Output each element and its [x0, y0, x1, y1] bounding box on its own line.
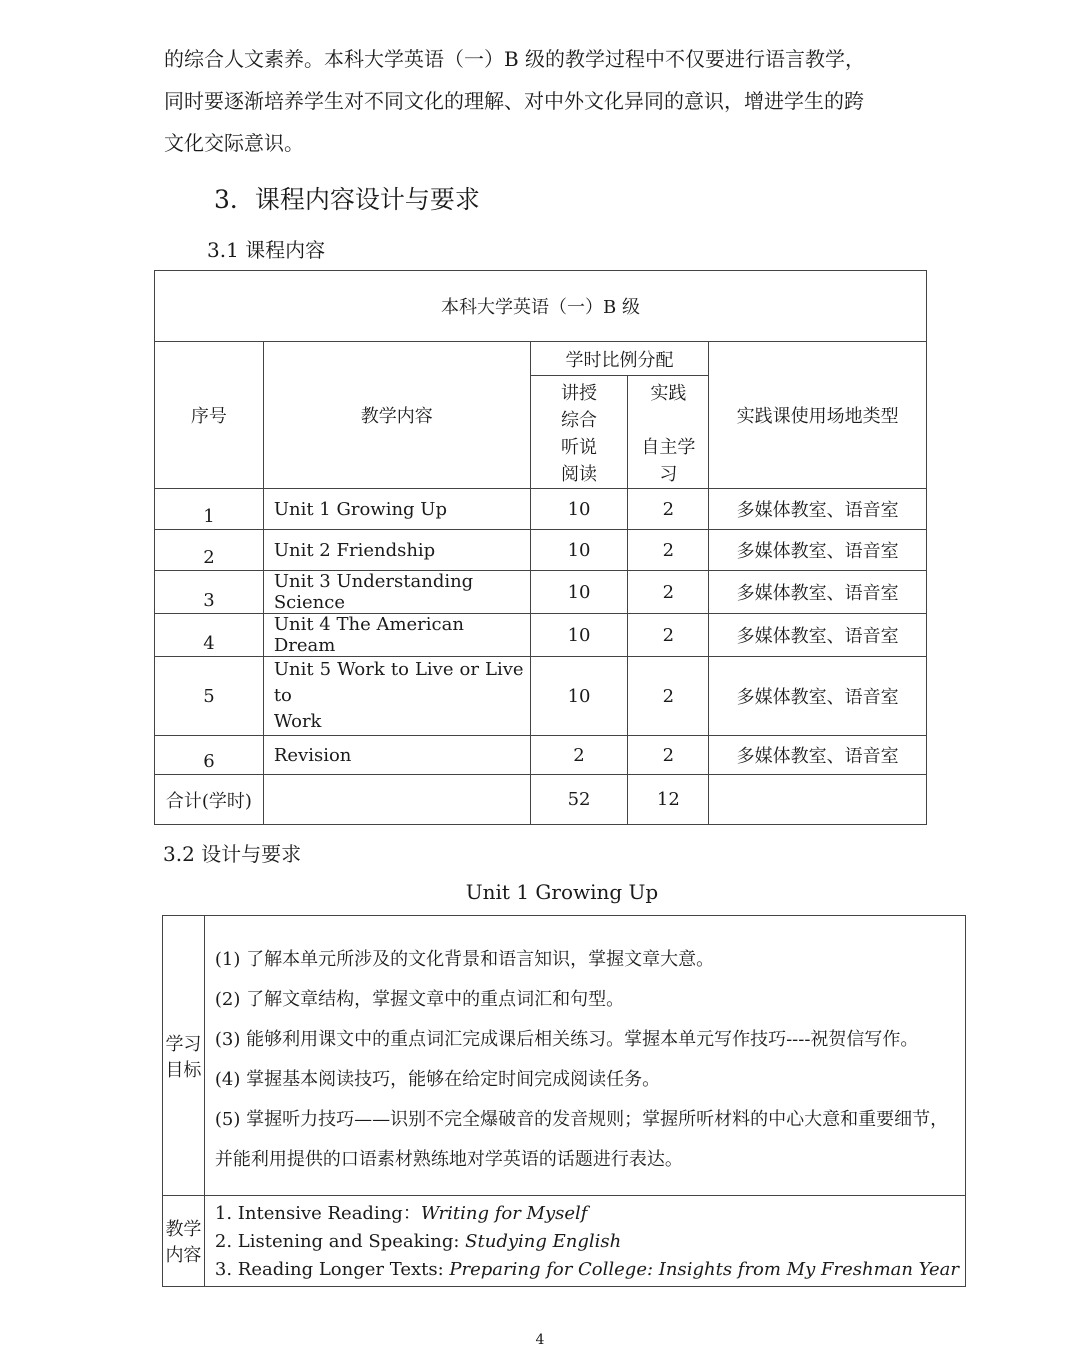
row-content: Unit 4 The American Dream: [263, 614, 530, 657]
row-venue: 多媒体教室、语音室: [709, 571, 927, 614]
intro-paragraph: [164, 38, 934, 164]
total-label: 合计(学时): [155, 775, 264, 825]
unit-1-table: [162, 915, 966, 1287]
intro-line-2: 同时要逐渐培养学生对不同文化的理解、对中外文化异同的意识，增进学生的跨: [164, 89, 864, 113]
table-row: [155, 571, 927, 614]
row-lecture-hours: 10: [530, 489, 628, 530]
table-total-row: [155, 775, 927, 825]
row-lecture-hours: 10: [530, 657, 628, 736]
row-practice-hours: 2: [628, 489, 709, 530]
table-row: [155, 489, 927, 530]
table-row: [155, 736, 927, 775]
row-venue: 多媒体教室、语音室: [709, 530, 927, 571]
table-row: [155, 657, 927, 736]
row-seq: 4: [155, 614, 264, 657]
table-title: 本科大学英语（一）B 级: [155, 271, 927, 342]
total-lecture-hours: 52: [530, 775, 628, 825]
goal-item: (4) 掌握基本阅读技巧，能够在给定时间完成阅读任务。: [214, 1068, 661, 1090]
content-item-prefix: 1. Intensive Reading：: [214, 1203, 421, 1224]
header-hours-alloc: 学时比例分配: [530, 342, 709, 376]
row-seq: 3: [155, 571, 264, 614]
row-practice-hours: 2: [628, 657, 709, 736]
content-item-prefix: 2. Listening and Speaking:: [214, 1231, 466, 1252]
unit-1-title: Unit 1 Growing Up: [465, 880, 659, 904]
row-content: [263, 657, 530, 736]
row-seq: 5: [155, 657, 264, 736]
content-label: 教学内容: [163, 1196, 205, 1287]
content-item: [215, 1228, 959, 1256]
content-item: [215, 1200, 959, 1228]
table-row: [155, 530, 927, 571]
header-lecture-sub2: 听说: [561, 437, 598, 458]
header-lecture-cell: [530, 376, 628, 489]
row-practice-hours: 2: [628, 530, 709, 571]
header-lecture: 讲授: [561, 383, 598, 404]
content-item: [215, 1256, 959, 1284]
course-content-table: [154, 270, 927, 825]
section-3-1-heading: 3.1 课程内容: [207, 238, 326, 262]
header-content: 教学内容: [263, 342, 530, 489]
header-seq: 序号: [155, 342, 264, 489]
goal-item: (5) 掌握听力技巧——识别不完全爆破音的发音规则；掌握所听材料的中心大意和重要细节，并能利用提供的口语素材熟练地对学英语的话题进行表达。: [214, 1108, 949, 1170]
row-practice-hours: 2: [628, 736, 709, 775]
row-seq: 1: [155, 489, 264, 530]
goals-cell: [204, 916, 965, 1196]
row-lecture-hours: 10: [530, 530, 628, 571]
header-practice: 实践: [650, 383, 687, 404]
total-practice-hours: 12: [628, 775, 709, 825]
header-lecture-sub3: 阅读: [561, 464, 598, 485]
row-seq: 2: [155, 530, 264, 571]
row-lecture-hours: 10: [530, 614, 628, 657]
intro-line-3: 文化交际意识。: [164, 131, 304, 155]
row-lecture-hours: 10: [530, 571, 628, 614]
row-content: Unit 1 Growing Up: [263, 489, 530, 530]
content-item-title: Writing for Myself: [420, 1203, 588, 1224]
row-content-line2: Work: [273, 711, 322, 732]
header-practice-sub1: 自主学: [641, 437, 696, 458]
content-item-title: Preparing for College: Insights from My Freshman Year: [449, 1259, 959, 1280]
content-cell: [204, 1196, 965, 1287]
header-practice-cell: [628, 376, 709, 489]
row-content-line1: Unit 5 Work to Live or Live to: [273, 659, 524, 706]
header-practice-sub2: 习: [659, 464, 678, 485]
table-row: [155, 614, 927, 657]
row-content: Unit 3 Understanding Science: [263, 571, 530, 614]
row-seq: 6: [155, 736, 264, 775]
page-number: 4: [535, 1332, 545, 1348]
row-lecture-hours: 2: [530, 736, 628, 775]
goals-label: 学习目标: [163, 916, 205, 1196]
header-venue: 实践课使用场地类型: [709, 342, 927, 489]
row-practice-hours: 2: [628, 614, 709, 657]
row-venue: 多媒体教室、语音室: [709, 489, 927, 530]
row-practice-hours: 2: [628, 571, 709, 614]
content-item-title: Studying English: [465, 1231, 622, 1252]
row-content: Unit 2 Friendship: [263, 530, 530, 571]
row-venue: 多媒体教室、语音室: [709, 614, 927, 657]
section-3-heading: 3．课程内容设计与要求: [214, 185, 480, 214]
content-item-prefix: 3. Reading Longer Texts:: [214, 1259, 450, 1280]
section-3-2-heading: 3.2 设计与要求: [163, 842, 302, 866]
row-venue: 多媒体教室、语音室: [709, 736, 927, 775]
goal-item: (3) 能够利用课文中的重点词汇完成课后相关练习。掌握本单元写作技巧----祝贺信写作。: [214, 1028, 919, 1050]
total-content: [263, 775, 530, 825]
intro-line-1: 的综合人文素养。本科大学英语（一）B 级的教学过程中不仅要进行语言教学，: [164, 47, 866, 71]
row-content: Revision: [263, 736, 530, 775]
total-venue: [709, 775, 927, 825]
goal-item: (2) 了解文章结构，掌握文章中的重点词汇和句型。: [214, 988, 625, 1010]
header-lecture-sub1: 综合: [561, 410, 598, 431]
row-venue: 多媒体教室、语音室: [709, 657, 927, 736]
goal-item: (1) 了解本单元所涉及的文化背景和语言知识，掌握文章大意。: [214, 948, 715, 970]
